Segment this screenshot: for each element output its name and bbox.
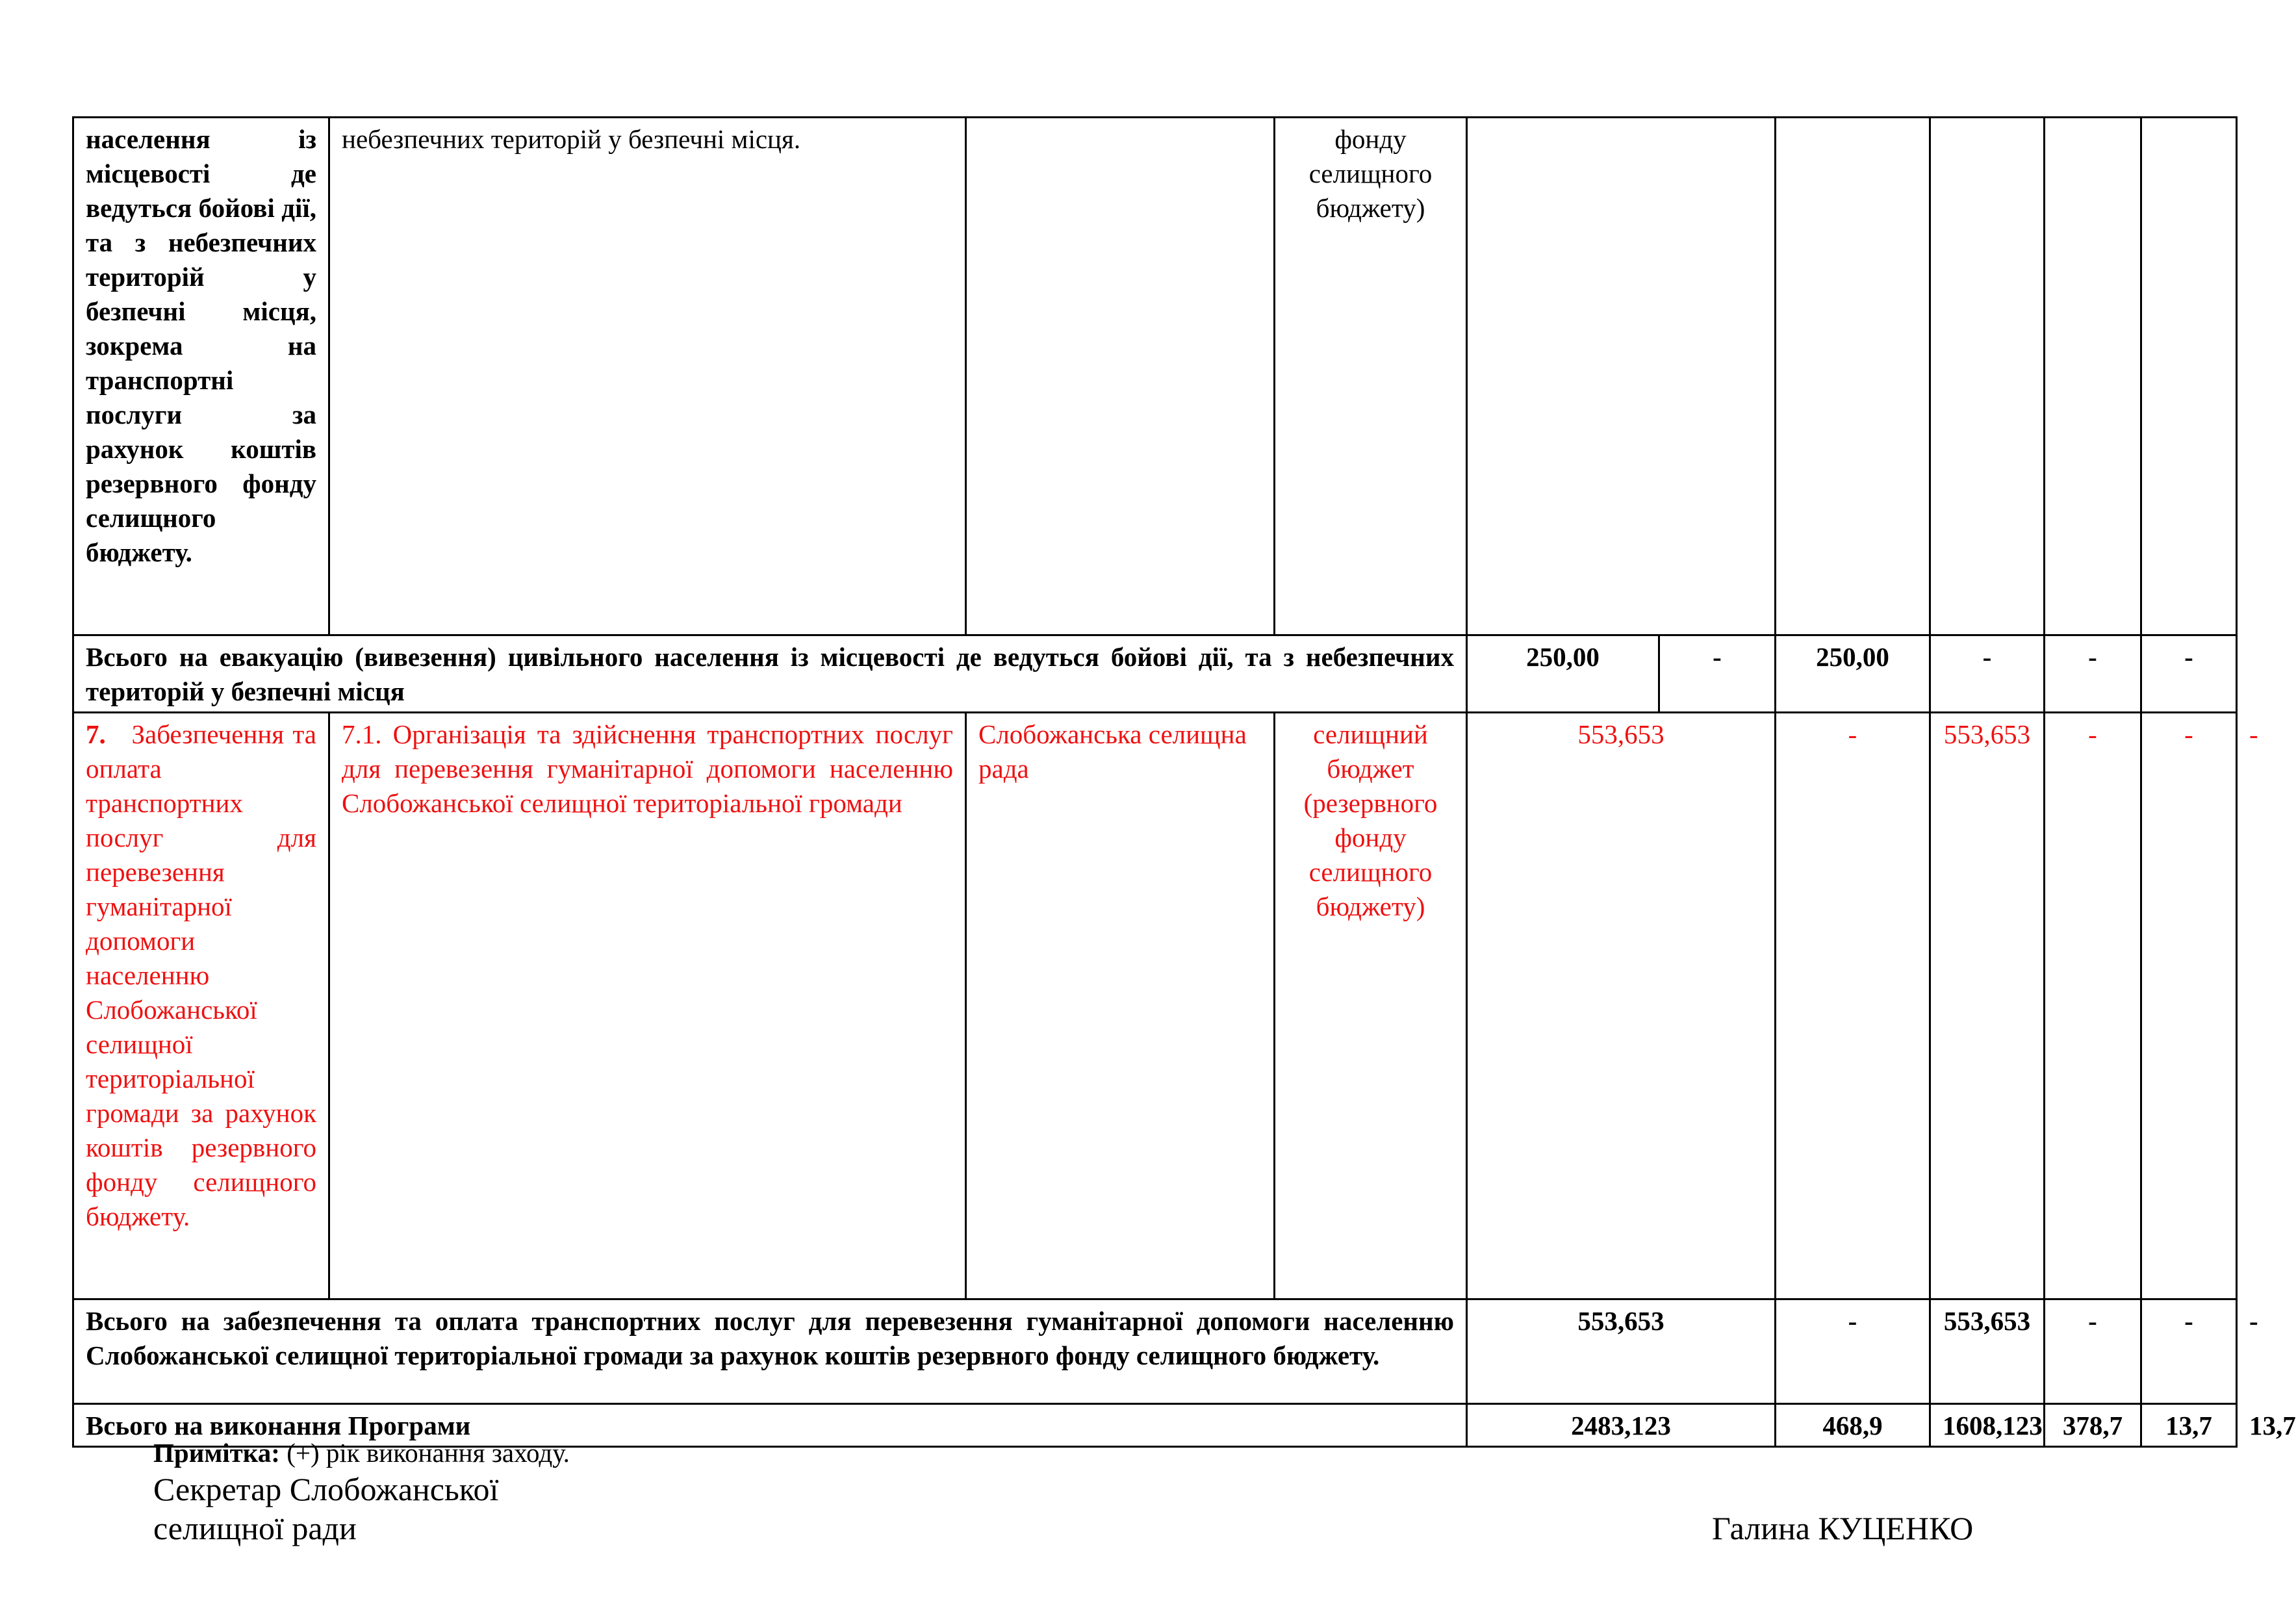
value-cell: 2483,123 [1467,1404,1776,1447]
footnote-text: (+) рік виконання заходу. [287,1438,570,1468]
value-cell: 553,653 [1467,1299,1776,1404]
subtotal-row: Всього на забезпечення та оплата транспортних послуг для перевезення гуманітарної допомоги населенню Слобожанської селищної територіальної громади за рахунок коштів резервного фонду селищного бюджету. 553,653 - 553,653 - - - [73,1299,2237,1404]
value-cell: - [1659,635,1776,713]
program-table [72,116,2296,1448]
table-row: 7. Забезпечення та оплата транспортних послуг для перевезення гуманітарної допомоги населенню Слобожанської селищної територіальної громади за рахунок коштів резервного фонду селищного бюджету. 7.1. Організація та здійснення транспортних послуг для перевезення гуманітарної допомоги населенню Слобожанської селищної територіальної громади Слобожанська селищна рада селищний бюджет (резервного фонду селищного бюджету) 553,653 - 553,653 - - - [73,713,2237,1299]
subtotal-row [73,635,2237,713]
task-name-cell [73,713,329,1299]
footnote [153,1437,570,1468]
value-cell: 250,00 [1776,635,1930,713]
signature-name: Галина КУЦЕНКО [1712,1510,1974,1546]
value-cell: - [2045,635,2141,713]
task-number: 7. [86,719,106,749]
value-cell: 553,653 [1467,713,1776,1299]
executor-cell [966,118,1275,635]
value-cell [1776,118,1930,635]
value-cell: 553,653 [1930,1299,2045,1404]
funding-source-cell: селищний бюджет (резервного фонду селищного бюджету) [1275,713,1467,1299]
task-name-cell: населення із місцевості де ведуться бойові дії, та з небезпечних територій у безпечні місця, зокрема на транспортні послуги за рахунок коштів резервного фонду селищного бюджету. [73,118,329,635]
task-name: Забезпечення та оплата транспортних послуг для перевезення гуманітарної допомоги населенню Слобожанської селищної територіальної громади за рахунок коштів резервного фонду селищного бюджету. [86,719,316,1231]
signature-line-1: Секретар Слобожанської [153,1471,499,1507]
value-cell: - [2045,1299,2141,1404]
value-cell: 250,00 [1467,635,1659,713]
value-cell: - [2141,713,2237,1299]
value-cell [2045,118,2141,635]
measure-cell: небезпечних територій у безпечні місця. [329,118,966,635]
executor-cell: Слобожанська селищна рада [966,713,1275,1299]
signature-line-2: селищної ради [153,1510,357,1546]
funding-source-cell: фонду селищного бюджету) [1275,118,1467,635]
value-cell [1930,118,2045,635]
subtotal-label: Всього на забезпечення та оплата транспортних послуг для перевезення гуманітарної допомоги населенню Слобожанської селищної територіальної громади за рахунок коштів резервного фонду селищного бюджету. [73,1299,1467,1404]
grand-total-label: Всього на виконання Програми [73,1404,1467,1447]
signature-title [153,1470,498,1548]
value-cell [2141,118,2237,635]
measure-cell: 7.1. Організація та здійснення транспортних послуг для перевезення гуманітарної допомоги населенню Слобожанської селищної територіальної громади [329,713,966,1299]
table-row [73,118,2237,635]
subtotal-label: Всього на евакуацію (вивезення) цивільного населення із місцевості де ведуться бойові дії, та з небезпечних територій у безпечні місця [73,635,1467,713]
value-cell: 378,7 [2045,1404,2141,1447]
value-cell: - [2141,635,2237,713]
value-cell: - [1776,1299,1930,1404]
value-cell: - [2141,1299,2237,1404]
value-cell: 468,9 [1776,1404,1930,1447]
footnote-label: Примітка: [153,1438,280,1468]
value-cell [1467,118,1776,635]
value-cell: - [2045,713,2141,1299]
grand-total-row: Всього на виконання Програми 2483,123 468,9 1608,123 378,7 13,7 13,7 [73,1404,2237,1447]
value-cell: 13,7 [2141,1404,2237,1447]
value-cell: - [1776,713,1930,1299]
value-cell: 1608,123 [1930,1404,2045,1447]
value-cell: 553,653 [1930,713,2045,1299]
value-cell: - [1930,635,2045,713]
